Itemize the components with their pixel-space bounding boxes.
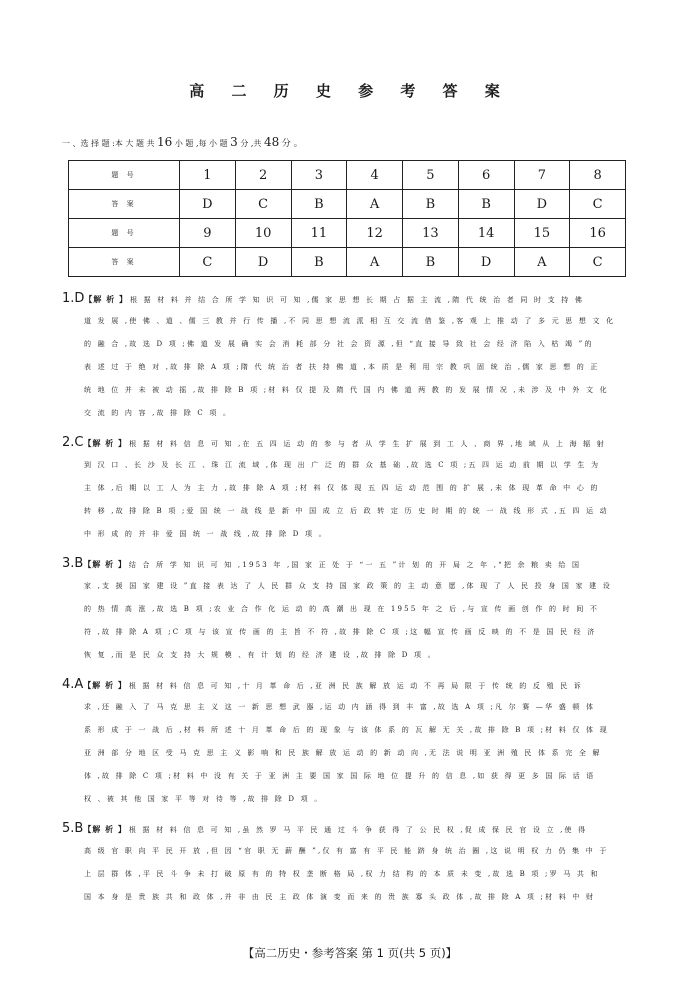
answer-line bbox=[62, 356, 634, 379]
page-footer: 【高二历史・参考答案 第 1 页(共 5 页)】 bbox=[242, 946, 458, 960]
answer-text: 恢 复 ,而 是 民 众 支 持 大 规 模 、有 计 划 的 经 济 建 设 ,故 排 除 D 项 。 bbox=[84, 651, 437, 659]
answer-text: 转 移 ,故 排 除 B 项 ;爱 国 统 一 战 线 是 新 中 国 成 立 后 政 转 定 历 史 时 期 的 统 一 战 线 形 式 ,五 四 运 动 bbox=[84, 507, 609, 515]
analysis-tag: 【解 析 】 bbox=[83, 680, 127, 690]
table-row bbox=[69, 161, 626, 190]
answer-text: 中 形 成 的 并 非 爱 国 统 一 战 线 ,故 排 除 D 项 。 bbox=[84, 530, 328, 538]
answer-key-table bbox=[68, 160, 626, 277]
answer-number: 2.C bbox=[62, 435, 84, 450]
answer-text: 亚 洲 部 分 地 区 受 马 克 思 主 义 影 响 和 民 族 解 放 运 动 的 新 动 向 ,无 法 说 明 亚 洲 殖 民 体 系 完 全 解 bbox=[84, 749, 602, 757]
table-cell: D bbox=[458, 248, 514, 277]
table-cell: 7 bbox=[514, 161, 570, 190]
answer-line bbox=[62, 431, 634, 454]
section-header-unit: 分 ,共 bbox=[240, 139, 262, 148]
answer-text: 根 据 材 料 并 结 合 所 学 知 识 可 知 ,儒 家 思 想 长 期 占 据 主 流 ,隋 代 统 治 者 同 时 支 持 佛 bbox=[130, 296, 585, 304]
answer-text: 权 、被 其 他 国 家 平 等 对 待 等 ,故 排 除 D 项 。 bbox=[84, 795, 324, 803]
answer-number: 3.B bbox=[62, 556, 84, 571]
answer-text: 道 发 展 ,使 佛 、道 、儒 三 教 并 行 传 播 ,不 同 思 想 流 派 相 互 交 流 借 鉴 ,客 观 上 推 动 了 多 元 思 想 文 化 bbox=[84, 317, 616, 325]
answer-text: 根 据 材 料 信 息 可 知 ,十 月 革 命 后 ,亚 洲 民 族 解 放 运 动 不 再 局 限 于 传 统 的 反 殖 民 诉 bbox=[128, 682, 583, 690]
table-cell: 11 bbox=[291, 219, 347, 248]
answer-line bbox=[62, 765, 634, 788]
answer-text: 的 融 合 ,故 选 D 项 ;佛 道 发 展 确 实 会 消 耗 部 分 社 会 资 源 ,但 “直 接 导 致 社 会 经 济 陷 入 枯 竭 ”的 bbox=[84, 340, 594, 348]
answer-line bbox=[62, 523, 634, 546]
table-cell: D bbox=[514, 190, 570, 219]
table-cell: B bbox=[291, 248, 347, 277]
answer-item bbox=[62, 431, 634, 546]
table-cell: B bbox=[403, 248, 459, 277]
total-points: 48 bbox=[263, 135, 280, 149]
section-header-suffix: 分 。 bbox=[281, 139, 303, 149]
answer-text: 根 据 材 料 信 息 可 知 ,虽 然 罗 马 平 民 通 过 斗 争 获 得 了 公 民 权 ,促 成 保 民 官 设 立 ,使 得 bbox=[128, 826, 588, 834]
answer-line bbox=[62, 621, 634, 644]
answer-text: 国 本 身 是 贵 族 共 和 政 体 ,并 非 由 民 主 政 体 演 变 而 来 的 贵 族 寡 头 政 体 ,故 排 除 A 项 ;材 料 中 财 bbox=[84, 893, 596, 901]
table-cell: 1 bbox=[180, 161, 236, 190]
table-row bbox=[69, 248, 626, 277]
table-cell: 13 bbox=[403, 219, 459, 248]
answer-text: 主 体 ,后 期 以 工 人 为 主 力 ,故 排 除 A 项 ;材 料 仅 体 现 五 四 运 动 范 围 的 扩 展 ,未 体 现 革 命 中 心 的 bbox=[84, 484, 600, 492]
table-cell: 16 bbox=[570, 219, 626, 248]
answer-line bbox=[62, 886, 634, 909]
table-cell: C bbox=[570, 190, 626, 219]
answer-number: 5.B bbox=[62, 821, 84, 836]
table-row-label: 答 案 bbox=[69, 248, 180, 277]
answer-item bbox=[62, 817, 634, 909]
answer-text: 统 地 位 并 未 被 动 摇 ,故 排 除 B 项 ;材 料 仅 提 及 隋 代 国 内 佛 道 两 教 的 发 展 情 况 ,未 涉 及 中 外 文 化 bbox=[84, 386, 609, 394]
answer-text: 系 形 成 于 一 战 后 ,材 料 所 述 十 月 革 命 后 的 现 象 与 该 体 系 的 瓦 解 无 关 ,故 排 除 B 项 ;材 料 仅 体 现 bbox=[84, 726, 609, 734]
answer-line bbox=[62, 552, 634, 575]
points-each: 3 bbox=[230, 135, 238, 149]
answer-line bbox=[62, 696, 634, 719]
table-row bbox=[69, 190, 626, 219]
answer-line bbox=[62, 598, 634, 621]
answer-line bbox=[62, 742, 634, 765]
table-cell: 14 bbox=[458, 219, 514, 248]
answer-line bbox=[62, 287, 634, 310]
answer-line bbox=[62, 379, 634, 402]
table-cell: 4 bbox=[347, 161, 403, 190]
question-count: 16 bbox=[157, 135, 173, 149]
table-cell: A bbox=[347, 190, 403, 219]
answer-line bbox=[62, 644, 634, 667]
answer-number: 4.A bbox=[62, 677, 84, 692]
table-cell: 6 bbox=[458, 161, 514, 190]
answer-line bbox=[62, 863, 634, 886]
answer-text: 求 ,还 融 入 了 马 克 思 主 义 这 一 新 思 想 武 器 ,运 动 内 涵 得 到 丰 富 ,故 选 A 项 ;凡 尔 赛 —华 盛 顿 体 bbox=[84, 703, 596, 711]
analysis-tag: 【解 析 】 bbox=[83, 438, 128, 448]
table-cell: A bbox=[347, 248, 403, 277]
answer-explanations bbox=[62, 287, 634, 915]
analysis-tag: 【解 析 】 bbox=[84, 294, 128, 304]
answer-line bbox=[62, 454, 634, 477]
answer-line bbox=[62, 477, 634, 500]
answer-text: 上 层 群 体 ,平 民 斗 争 未 打 破 原 有 的 特 权 垄 断 格 局 ,权 力 结 构 的 本 质 未 变 ,故 选 B 项 ;罗 马 共 和 bbox=[84, 870, 600, 878]
section-header bbox=[62, 135, 303, 149]
answer-line bbox=[62, 402, 634, 425]
table-cell: 10 bbox=[235, 219, 291, 248]
table-row-label: 题 号 bbox=[69, 161, 180, 190]
table-cell: B bbox=[403, 190, 459, 219]
table-cell: 8 bbox=[570, 161, 626, 190]
answer-line bbox=[62, 817, 634, 840]
answer-text: 交 流 的 内 容 ,故 排 除 C 项 。 bbox=[84, 409, 233, 417]
answer-line bbox=[62, 788, 634, 811]
answer-line bbox=[62, 333, 634, 356]
table-cell: 5 bbox=[403, 161, 459, 190]
answer-text: 到 汉 口 、长 沙 及 长 江 、珠 江 流 域 ,体 现 出 广 泛 的 群 众 基 础 ,故 选 C 项 ;五 四 运 动 前 期 以 学 生 为 bbox=[84, 461, 601, 469]
answer-text: 表 述 过 于 绝 对 ,故 排 除 A 项 ;隋 代 统 治 者 扶 持 佛 道 ,本 质 是 利 用 宗 教 巩 固 统 治 ,儒 家 思 想 的 正 bbox=[84, 363, 600, 371]
answer-number: 1.D bbox=[62, 291, 85, 306]
table-cell: A bbox=[514, 248, 570, 277]
answer-text: 符 ,故 排 除 A 项 ;C 项 与 该 宣 传 画 的 主 旨 不 符 ,故 排 除 C 项 ;这 幅 宣 传 画 反 映 的 不 是 国 民 经 济 bbox=[84, 628, 597, 636]
table-cell: C bbox=[570, 248, 626, 277]
answer-text: 根 据 材 料 信 息 可 知 ,在 五 四 运 动 的 参 与 者 从 学 生 扩 展 到 工 人 、商 界 ,地 域 从 上 海 辐 射 bbox=[129, 440, 606, 448]
answer-item bbox=[62, 552, 634, 667]
table-cell: 9 bbox=[180, 219, 236, 248]
answer-line bbox=[62, 840, 634, 863]
table-cell: C bbox=[235, 190, 291, 219]
answer-text: 结 合 所 学 知 识 可 知 ,1953 年 ,国 家 正 处 于 “一 五 ”计 划 的 开 局 之 年 ,“把 余 粮 卖 给 国 bbox=[128, 561, 582, 569]
table-cell: 15 bbox=[514, 219, 570, 248]
answer-line bbox=[62, 673, 634, 696]
table-row bbox=[69, 219, 626, 248]
answer-line bbox=[62, 500, 634, 523]
analysis-tag: 【解 析 】 bbox=[83, 559, 127, 569]
table-cell: C bbox=[180, 248, 236, 277]
table-cell: B bbox=[458, 190, 514, 219]
answer-text: 家 ,支 援 国 家 建 设 ”直 接 表 达 了 人 民 群 众 支 持 国 家 政 策 的 主 动 意 愿 ,体 现 了 人 民 投 身 国 家 建 设 bbox=[84, 582, 612, 590]
section-header-prefix: 一 、选 择 题 :本 大 题 共 bbox=[62, 139, 155, 148]
answer-line bbox=[62, 310, 634, 333]
table-cell: B bbox=[291, 190, 347, 219]
table-cell: 2 bbox=[235, 161, 291, 190]
table-cell: 3 bbox=[291, 161, 347, 190]
table-cell: D bbox=[235, 248, 291, 277]
answer-text: 的 热 情 高 涨 ,故 选 B 项 ;农 业 合 作 化 运 动 的 高 潮 出 现 在 1955 年 之 后 ,与 宣 传 画 创 作 的 时 间 不 bbox=[84, 605, 600, 613]
section-header-middle: 小 题 ,每 小 题 bbox=[174, 139, 228, 148]
answer-text: 高 级 官 职 向 平 民 开 放 ,但 因 “官 职 无 薪 酬 ”,仅 有 富 有 平 民 能 跻 身 统 治 圈 ,这 说 明 权 力 仍 集 中 于 bbox=[84, 847, 609, 855]
answer-text: 体 ,故 排 除 C 项 ;材 料 中 没 有 关 于 亚 洲 主 要 国 家 国 际 地 位 提 升 的 信 息 ,如 获 得 更 多 国 际 话 语 bbox=[84, 772, 596, 780]
answer-item bbox=[62, 673, 634, 811]
answer-line bbox=[62, 719, 634, 742]
table-cell: D bbox=[180, 190, 236, 219]
answer-line bbox=[62, 575, 634, 598]
page-title: 高 二 历 史 参 考 答 案 bbox=[189, 82, 511, 100]
table-cell: 12 bbox=[347, 219, 403, 248]
table-row-label: 答 案 bbox=[69, 190, 180, 219]
answer-item bbox=[62, 287, 634, 425]
table-row-label: 题 号 bbox=[69, 219, 180, 248]
analysis-tag: 【解 析 】 bbox=[83, 824, 127, 834]
